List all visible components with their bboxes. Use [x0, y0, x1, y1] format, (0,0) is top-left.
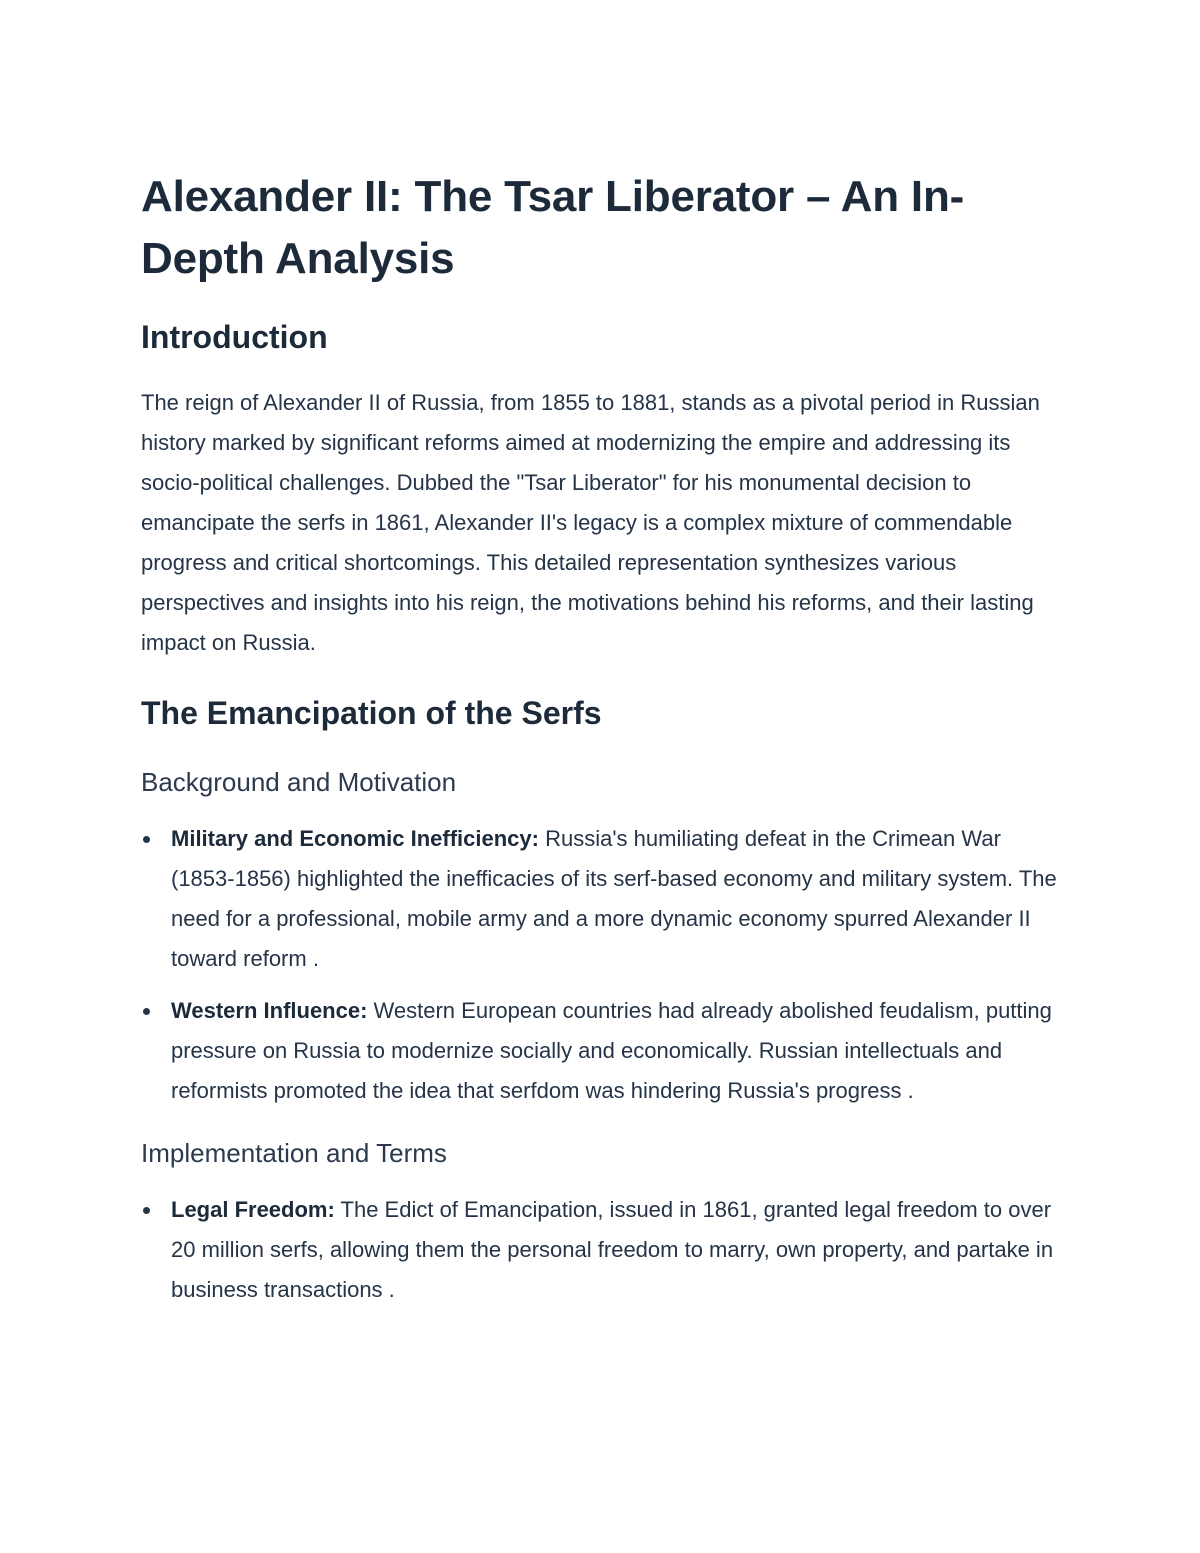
list-item — [141, 1190, 1066, 1310]
list-item-term: Legal Freedom: — [171, 1197, 335, 1222]
document-page — [141, 166, 1066, 1310]
bullet-icon — [143, 836, 150, 843]
emancipation-heading: The Emancipation of the Serfs — [141, 695, 602, 731]
document-title: Alexander II: The Tsar Liberator – An In-Depth Analysis — [141, 172, 965, 283]
introduction-paragraph: The reign of Alexander II of Russia, from 1855 to 1881, stands as a pivotal period in Russian history marked by significant reforms aimed at modernizing the empire and addressing its socio-political challenges. Dubbed the "Tsar Liberator" for his monumental decision to emancipate the serfs in 1861, Alexander II's legacy is a complex mixture of commendable progress and critical shortcomings. This detailed representation synthesizes various perspectives and insights into his reign, the motivations behind his reforms, and their lasting impact on Russia. — [141, 390, 1040, 655]
list-item-text: Russia's humiliating defeat in the Crimean War (1853-1856) highlighted the inefficacies of its serf-based economy and military system. The need for a professional, mobile army and a more dynamic economy spurred Alexander II toward reform . — [171, 826, 1057, 971]
list-item — [141, 991, 1066, 1111]
list-item — [141, 819, 1066, 979]
implementation-list — [141, 1190, 1066, 1310]
list-item-text: Western European countries had already abolished feudalism, putting pressure on Russia to modernize socially and economically. Russian intellectuals and reformists promoted the idea that serfdom was hindering Russia's progress . — [171, 998, 1052, 1103]
list-item-term: Western Influence: — [171, 998, 368, 1023]
implementation-heading: Implementation and Terms — [141, 1138, 447, 1168]
introduction-heading: Introduction — [141, 319, 328, 355]
list-item-text: The Edict of Emancipation, issued in 1861, granted legal freedom to over 20 million serfs, allowing them the personal freedom to marry, own property, and partake in business transactions . — [171, 1197, 1054, 1302]
background-heading: Background and Motivation — [141, 767, 457, 797]
bullet-icon — [143, 1008, 150, 1015]
list-item-term: Military and Economic Inefficiency: — [171, 826, 539, 851]
bullet-icon — [143, 1207, 150, 1214]
background-list — [141, 819, 1066, 1111]
